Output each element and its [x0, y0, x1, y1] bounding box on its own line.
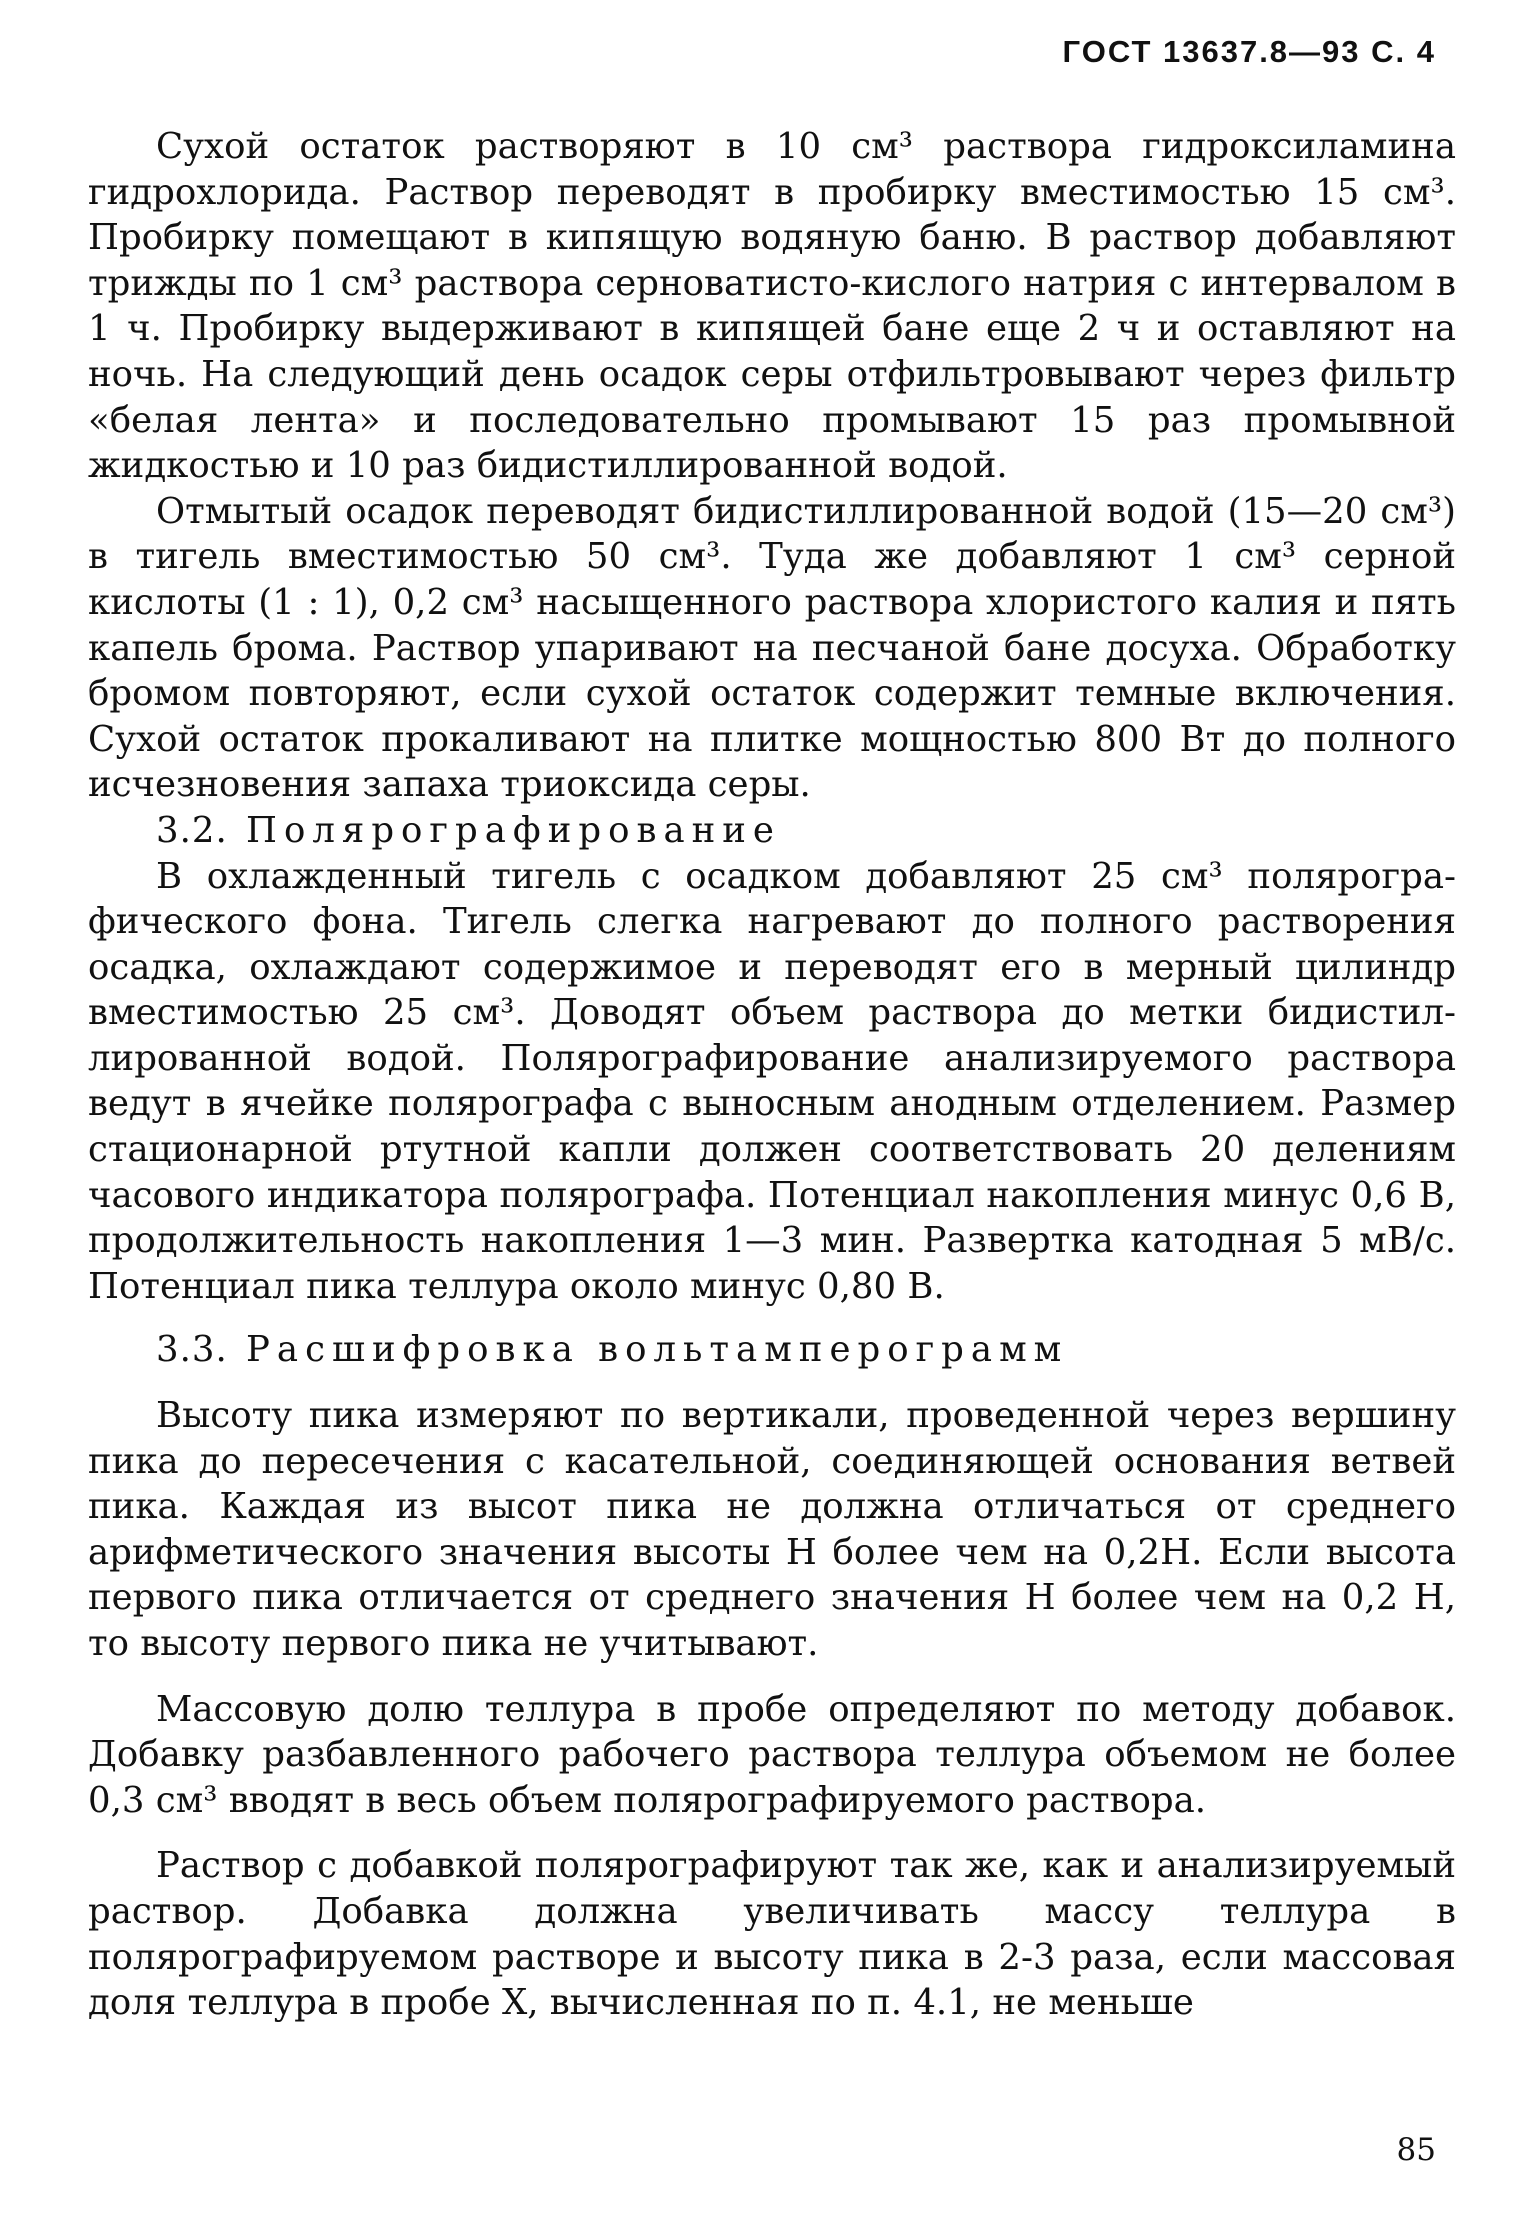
paragraph-addition-polarography: Раствор с добавкой полярографируют так же, как и анализируемый раствор. Добавка должна увеличивать массу теллура в полярографируемом растворе и высоту пика в 2-3 раза, если массовая доля теллура в пробе X, вычисленная по п. 4.1, не меньше — [88, 1845, 1456, 2024]
paragraph-addition-method: Массовую долю теллура в пробе определяют по методу добавок. Добавку разбавленного рабочего раствора теллура объемом не более 0,3 см³ вводят в весь объем полярографируемого раствора. — [88, 1688, 1456, 1821]
page-body — [88, 124, 1456, 2026]
paragraph-polarography: В охлажденный тигель с осадком добавляют 25 см³ полярографического фона. Тигель слегка нагревают до полного растворения осадка, охлаждают содержимое и переводят его в мерный цилиндр вместимостью 25 см³. Доводят объем раствора до метки бидистиллированной водой. Полярографирование анализируемого раствора ведут в ячейке полярографа с выносным анодным отделением. Размер стационарной ртутной капли должен соответствовать 20 делениям часового индикатора полярографа. Потенциал накопления минус 0,6 В, продолжительность накопления 1—3 мин. Развертка катодная 5 мВ/с. Потенциал пика теллура около минус 0,80 В. — [88, 855, 1456, 1307]
paragraph-washed-precipitate: Отмытый осадок переводят бидистиллированной водой (15—20 см³) в тигель вместимостью 50 см³. Туда же добавляют 1 см³ серной кислоты (1 : 1), 0,2 см³ насыщенного раствора хлористого калия и пять капель брома. Раствор упаривают на песчаной бане досуха. Обработку бромом повторяют, если сухой остаток содержит темные включения. Сухой остаток прокаливают на плитке мощностью 800 Вт до полного исчезновения запаха триоксида серы. — [88, 490, 1456, 806]
section-heading-3-2 — [88, 808, 1456, 854]
section-title: Расшифровка вольтамперограмм — [246, 1329, 1069, 1371]
paragraph-peak-height: Высоту пика измеряют по вертикали, проведенной через вершину пика до пересечения с касательной, соединяющей основания ветвей пика. Каждая из высот пика не должна отличаться от среднего арифметического значения высоты H более чем на 0,2H. Если высота первого пика отличается от среднего значения H более чем на 0,2 H, то высоту первого пика не учитывают. — [88, 1395, 1456, 1664]
paragraph-dry-residue: Сухой остаток растворяют в 10 см³ раствора гидроксиламина гидрохлорида. Раствор переводят в пробирку вместимостью 15 см³. Пробирку помещают в кипящую водяную баню. В раствор добавляют трижды по 1 см³ раствора серноватисто-кислого натрия с интервалом в 1 ч. Пробирку выдерживают в кипящей бане еще 2 ч и оставляют на ночь. На следующий день осадок серы отфильтровывают через фильтр «белая лента» и последовательно промывают 15 раз промывной жидкостью и 10 раз бидистиллированной водой. — [88, 126, 1456, 487]
section-number: 3.3. — [156, 1329, 228, 1371]
document-header: ГОСТ 13637.8—93 С. 4 — [1062, 34, 1436, 69]
section-heading-3-3 — [88, 1327, 1456, 1373]
page-number: 85 — [1396, 2132, 1436, 2168]
section-title: Полярографирование — [246, 809, 781, 851]
section-number: 3.2. — [156, 809, 228, 851]
